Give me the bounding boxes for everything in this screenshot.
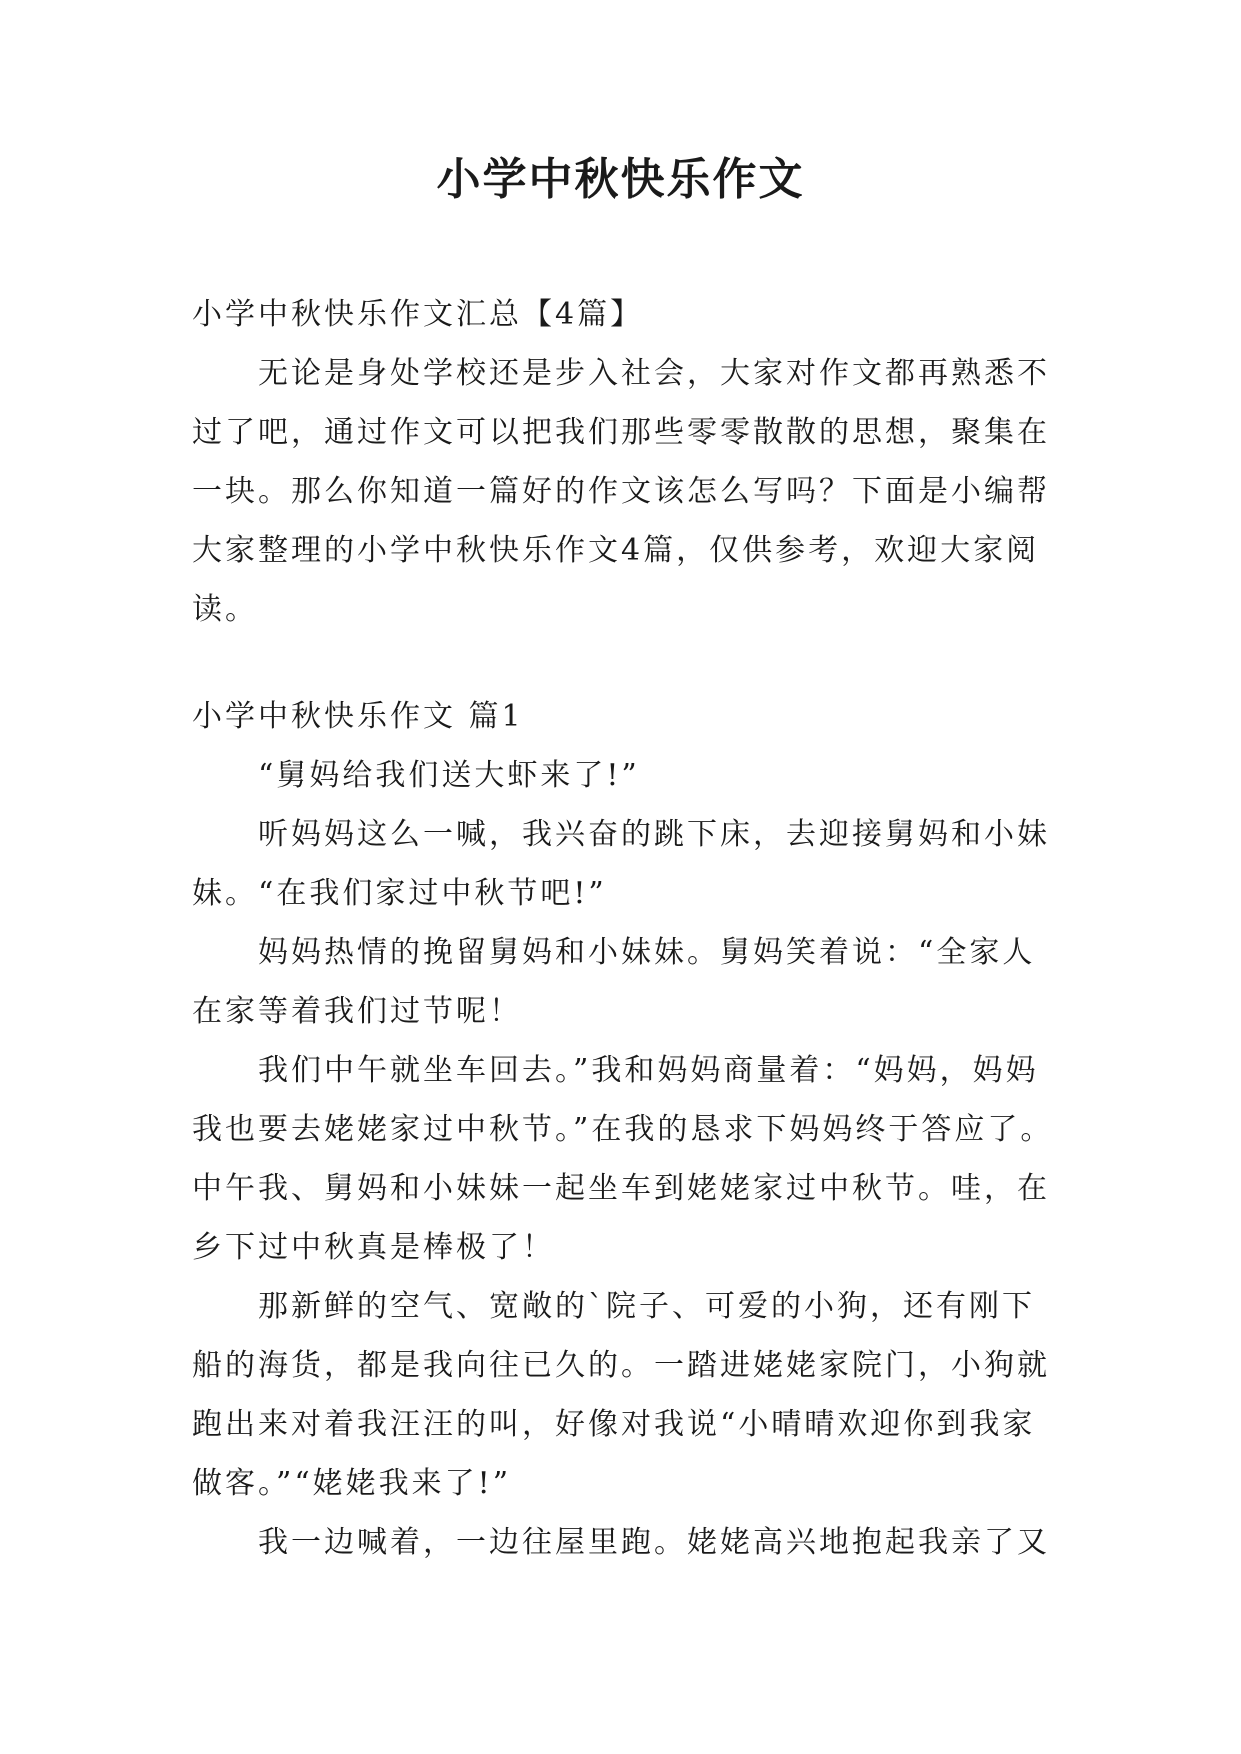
section-spacer: [192, 639, 1082, 687]
intro-line: 大家整理的小学中秋快乐作文4篇，仅供参考，欢迎大家阅: [192, 533, 1040, 568]
body-line: 做客。”“姥姥我来了!”: [192, 1466, 512, 1501]
body-line: 在家等着我们过节呢！: [192, 994, 522, 1029]
body-line: 船的海货，都是我向往已久的。一踏进姥姥家院门，小狗就: [192, 1348, 1050, 1383]
body-line: 妹。“在我们家过中秋节吧!”: [192, 876, 607, 911]
body-line: 我们中午就坐车回去。”我和妈妈商量着：“妈妈，妈妈: [258, 1053, 1039, 1088]
body-line: 乡下过中秋真是棒极了！: [192, 1230, 555, 1265]
intro-heading: 小学中秋快乐作文汇总【4篇】: [192, 297, 644, 332]
intro-line: 过了吧，通过作文可以把我们那些零零散散的思想，聚集在: [192, 415, 1050, 450]
body-line: 我也要去姥姥家过中秋节。”在我的恳求下妈妈终于答应了。: [192, 1112, 1054, 1147]
intro-line: 无论是身处学校还是步入社会，大家对作文都再熟悉不: [258, 356, 1050, 391]
body-line: 我一边喊着，一边往屋里跑。姥姥高兴地抱起我亲了又: [258, 1525, 1050, 1560]
body-line: 跑出来对着我汪汪的叫，好像对我说“小晴晴欢迎你到我家: [192, 1407, 1036, 1442]
intro-line: 读。: [192, 592, 258, 627]
intro-line: 一块。那么你知道一篇好的作文该怎么写吗？下面是小编帮: [192, 474, 1050, 509]
document-title: 小学中秋快乐作文: [436, 154, 805, 205]
document-body: [192, 285, 1082, 1572]
section-heading: 小学中秋快乐作文 篇1: [192, 699, 524, 734]
body-line: 妈妈热情的挽留舅妈和小妹妹。舅妈笑着说：“全家人: [258, 935, 1036, 970]
body-line: “舅妈给我们送大虾来了!”: [258, 758, 640, 793]
body-line: 中午我、舅妈和小妹妹一起坐车到姥姥家过中秋节。哇，在: [192, 1171, 1050, 1206]
body-line: 听妈妈这么一喊，我兴奋的跳下床，去迎接舅妈和小妹: [258, 817, 1050, 852]
body-line: 那新鲜的空气、宽敞的`院子、可爱的小狗，还有刚下: [258, 1289, 1035, 1324]
